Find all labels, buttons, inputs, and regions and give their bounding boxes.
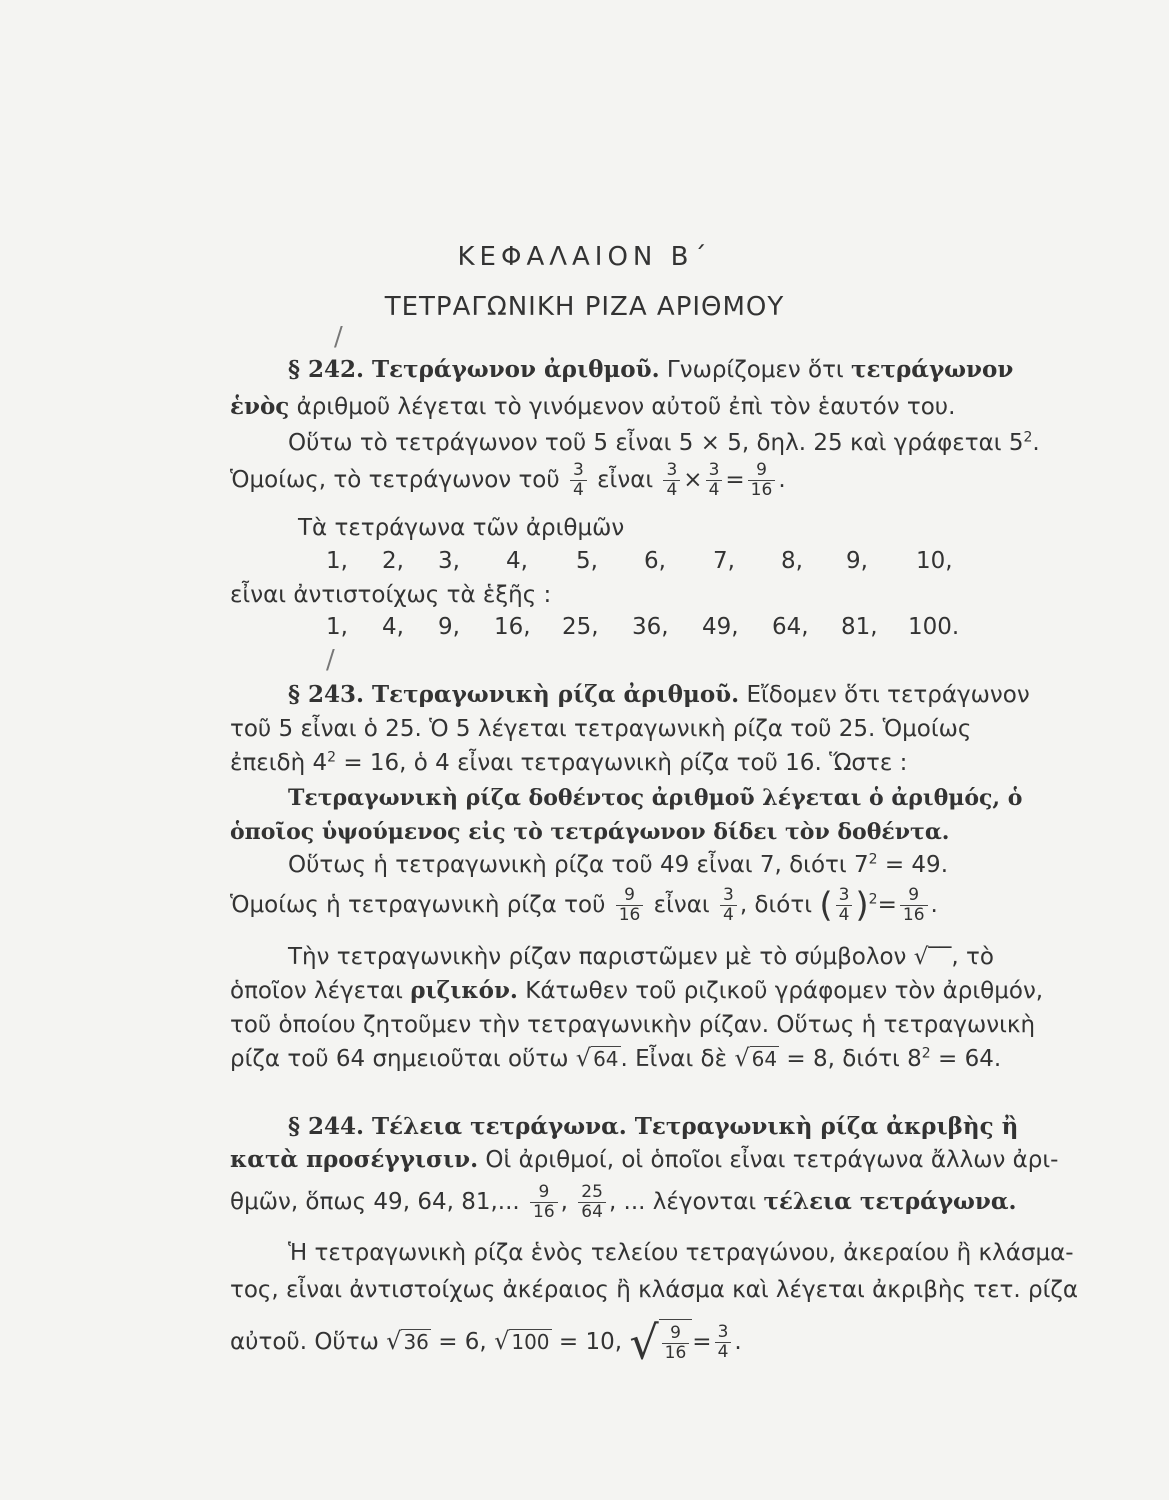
definition-line-2: ὁποῖος ὑψούμενος εἰς τὸ τετράγωνον δίδει τὸν δοθέντα. — [230, 819, 950, 845]
section-243-line-5: Ὁμοίως ἡ τετραγωνικὴ ρίζα τοῦ $\frac{9}{16}$ εἶναι $\frac{3}{4}$ , διότι ( $\frac{3}{4}$ )$^2$= $\frac{9}{16}$ . — [230, 885, 938, 926]
section-244-line-3: Ἡ τετραγωνικὴ ρίζα ἑνὸς τελείου τετραγώνου, ἀκεραίου ἢ κλάσμα- — [288, 1240, 1074, 1266]
section-244-line-1: κατὰ προσέγγισιν. Οἱ ἀριθμοί, οἱ ὁποῖοι εἶναι τετράγωνα ἄλλων ἀρι- — [230, 1146, 1059, 1173]
section-243-line-1: § 243. Τετραγωνικὴ ρίζα ἀριθμοῦ. Εἴδομεν ὅτι τετράγωνον — [288, 681, 1030, 708]
radical-symbol: √‾‾ — [913, 944, 952, 970]
section-244-line-5: αὐτοῦ. Οὕτω √ 36 = 6, √ 100 = 10, √ $\frac{9}{16}$ = $\frac{3}{4}$ . — [230, 1315, 742, 1370]
section-243-line-2: τοῦ 5 εἶναι ὁ 25. Ὁ 5 λέγεται τετραγωνικὴ ρίζα τοῦ 25. Ὁμοίως — [230, 716, 972, 742]
fraction: $\frac{9}{16}$ — [748, 461, 776, 500]
radical: √ $\frac{9}{16}$ — [629, 1319, 692, 1366]
definition-line-1: Τετραγωνικὴ ρίζα δοθέντος ἀριθμοῦ λέγεται ὁ ἀριθμός, ὁ — [288, 785, 1023, 811]
section-244-heading: § 244. Τέλεια τετράγωνα. Τετραγωνικὴ ρίζα ἀκριβὴς ἢ — [288, 1113, 1019, 1140]
pencil-tick-mark: / — [334, 322, 343, 352]
fraction: $\frac{3}{4}$ — [836, 886, 853, 925]
section-242-line-3: Οὕτω τὸ τετράγωνον τοῦ 5 εἶναι 5 × 5, δηλ. 25 καὶ γράφεται $5^2$. — [288, 429, 1040, 456]
chapter-title: ΚΕΦΑΛΑΙΟΝ Β΄ — [457, 242, 712, 272]
fraction: $\frac{9}{16}$ — [616, 886, 644, 925]
section-244-line-4: τος, εἶναι ἀντιστοίχως ἀκέραιος ἢ κλάσμα καὶ λέγεται ἀκριβὴς τετ. ρίζα — [230, 1277, 1079, 1303]
section-243-heading: § 243. Τετραγωνικὴ ρίζα ἀριθμοῦ. — [288, 681, 740, 708]
section-243-line-8: τοῦ ὁποίου ζητοῦμεν τὴν τετραγωνικὴν ρίζαν. Οὕτως ἡ τετραγωνικὴ — [230, 1012, 1036, 1038]
section-243-line-7: ὁποῖον λέγεται ριζικόν. Κάτωθεν τοῦ ριζικοῦ γράφομεν τὸν ἀριθμόν, — [230, 977, 1044, 1004]
right-paren: ) — [855, 885, 869, 926]
section-243-line-6: Τὴν τετραγωνικὴν ρίζαν παριστῶμεν μὲ τὸ σύμβολον √‾‾, τὸ — [288, 944, 994, 970]
pencil-tick-mark: / — [326, 645, 335, 675]
fraction: $\frac{3}{4}$ — [663, 461, 680, 500]
fraction: $\frac{9}{16}$ — [662, 1324, 690, 1363]
radical: √ 64 — [575, 1044, 619, 1072]
fraction: $\frac{3}{4}$ — [715, 1323, 732, 1362]
fraction: $\frac{3}{4}$ — [570, 461, 587, 500]
section-243-line-9: ρίζα τοῦ 64 σημειοῦται οὕτω √ 64. Εἶναι δὲ √ 64 = 8, διότι $8^2 = 64$. — [230, 1044, 1002, 1072]
section-242-line-2: ἑνὸς ἀριθμοῦ λέγεται τὸ γινόμενον αὐτοῦ ἐπὶ τὸν ἑαυτόν του. — [230, 393, 956, 420]
section-244-line-2: θμῶν, ὅπως 49, 64, 81,... $\frac{9}{16}$ , $\frac{25}{64}$ , ... λέγονται τέλεια τετράγωνα. — [230, 1182, 1017, 1222]
section-242-line-6: εἶναι ἀντιστοίχως τὰ ἑξῆς : — [230, 582, 552, 608]
fraction: $\frac{25}{64}$ — [578, 1183, 606, 1222]
section-243-line-4: Οὕτως ἡ τετραγωνικὴ ρίζα τοῦ 49 εἶναι 7, διότι $7^2 = 49$. — [288, 851, 949, 878]
left-paren: ( — [819, 885, 833, 926]
fraction: $\frac{3}{4}$ — [720, 886, 737, 925]
section-243-line-3: ἐπειδὴ $4^2 = 16$, ὁ 4 εἶναι τετραγωνικὴ ρίζα τοῦ 16. Ὥστε : — [230, 749, 908, 776]
section-242-line-5: Τὰ τετράγωνα τῶν ἀριθμῶν — [298, 515, 625, 541]
section-242-line-4: Ὁμοίως, τὸ τετράγωνον τοῦ $\frac{3}{4}$ εἶναι $\frac{3}{4}$ × $\frac{3}{4}$ = $\frac{9}{16}$ . — [230, 460, 786, 500]
section-242-heading: § 242. Τετράγωνον ἀριθμοῦ. — [288, 356, 660, 383]
fraction: $\frac{9}{16}$ — [900, 886, 928, 925]
fraction: $\frac{3}{4}$ — [706, 461, 723, 500]
textbook-page: / / ΚΕΦΑΛΑΙΟΝ Β΄ ΤΕΤΡΑΓΩΝΙΚΗ ΡΙΖΑ ΑΡΙΘΜΟΥ § 242. Τετράγωνον ἀριθμοῦ. Γνωρίζομεν ὅτι τετράγωνον ἑνὸς ἀριθμοῦ λέγεται τὸ γινόμενον αὐτοῦ ἐπὶ τὸν ἑαυτόν του. Οὕτω τὸ τετράγωνον τοῦ 5 εἶναι 5 × 5, δηλ. 25 καὶ γράφεται $5^2$. Ὁμοίως, τὸ τετράγωνον τοῦ $\frac{3}{4}$ εἶναι $\frac{3}{4}$ × $\frac{3}{4}$ = $\frac{9}{16}$ . Τὰ τετράγωνα τῶν ἀριθμῶν 1, 2, 3, 4, 5, 6, 7, 8, 9, 10, εἶναι ἀντιστοίχως τὰ ἑξῆς : 1, 4, 9, 16, 25, 36, 49, 64, 81, 100. § 243. Τετραγωνικὴ ρίζα ἀριθμοῦ. Εἴδομεν ὅτι τετράγωνον τοῦ 5 εἶναι ὁ 25. Ὁ 5 λέγεται τετραγωνικὴ ρίζα τοῦ 25. Ὁμοίως ἐπειδὴ $4^2 = 16$, ὁ 4 εἶναι τετραγωνικὴ ρίζα τοῦ 16. Ὥστε : Τετραγωνικὴ ρίζα δοθέντος ἀριθμοῦ λέγεται ὁ ἀριθμός, ὁ ὁποῖος ὑψούμενος εἰς τὸ τετράγωνον δίδει τὸν δοθέντα. Οὕτως ἡ τετραγωνικὴ ρίζα τοῦ 49 εἶναι 7, διότι $7^2 = 49$. Ὁμοίως ἡ τετραγωνικὴ ρίζα τοῦ $\frac{9}{16}$ εἶναι $\frac{3}{4}$ , διότι ( $\frac{3}{4}$ )$^2$= $\frac{9}{16}$ . Τὴν τετραγωνικὴν ρίζαν παριστῶμεν μὲ τὸ σύμβολον √‾‾, τὸ ὁποῖον λέγεται ριζικόν. Κάτωθεν τοῦ ριζικοῦ γράφομεν τὸν ἀριθμόν, τοῦ ὁποίου ζητοῦμεν τὴν τετραγωνικὴν ρίζαν. Οὕτως ἡ τετραγωνικὴ ρίζα τοῦ 64 σημειοῦται οὕτω √ 64. Εἶναι δὲ √ 64 = 8, διότι $8^2 = 64$. § 244. Τέλεια τετράγωνα. Τετραγωνικὴ ρίζα ἀκριβὴς ἢ κατὰ προσέγγισιν. Οἱ ἀριθμοί, οἱ ὁποῖοι εἶναι τετράγωνα ἄλλων ἀρι- θμῶν, ὅπως 49, 64, 81,... $\frac{9}{16}$ , $\frac{25}{64}$ , ... λέγονται τέλεια τετράγωνα. Ἡ τετραγωνικὴ ρίζα ἑνὸς τελείου τετραγώνου, ἀκεραίου ἢ κλάσμα- τος, εἶναι ἀντιστοίχως ἀκέραιος ἢ κλάσμα καὶ λέγεται ἀκριβὴς τετ. ρίζα αὐτοῦ. Οὕτω √ 36 = 6, √ 100 = 10, √ $\frac{9}{16}$ = $\frac{3}{4}$ . — [0, 0, 1169, 1500]
radical: √ 64 — [734, 1044, 778, 1072]
radical: √ 36 — [386, 1327, 429, 1355]
radical: √ 100 — [494, 1327, 550, 1355]
fraction: $\frac{9}{16}$ — [530, 1183, 558, 1222]
section-242-line-1: § 242. Τετράγωνον ἀριθμοῦ. Γνωρίζομεν ὅτι τετράγωνον — [288, 356, 1014, 383]
chapter-subtitle: ΤΕΤΡΑΓΩΝΙΚΗ ΡΙΖΑ ΑΡΙΘΜΟΥ — [384, 292, 785, 322]
